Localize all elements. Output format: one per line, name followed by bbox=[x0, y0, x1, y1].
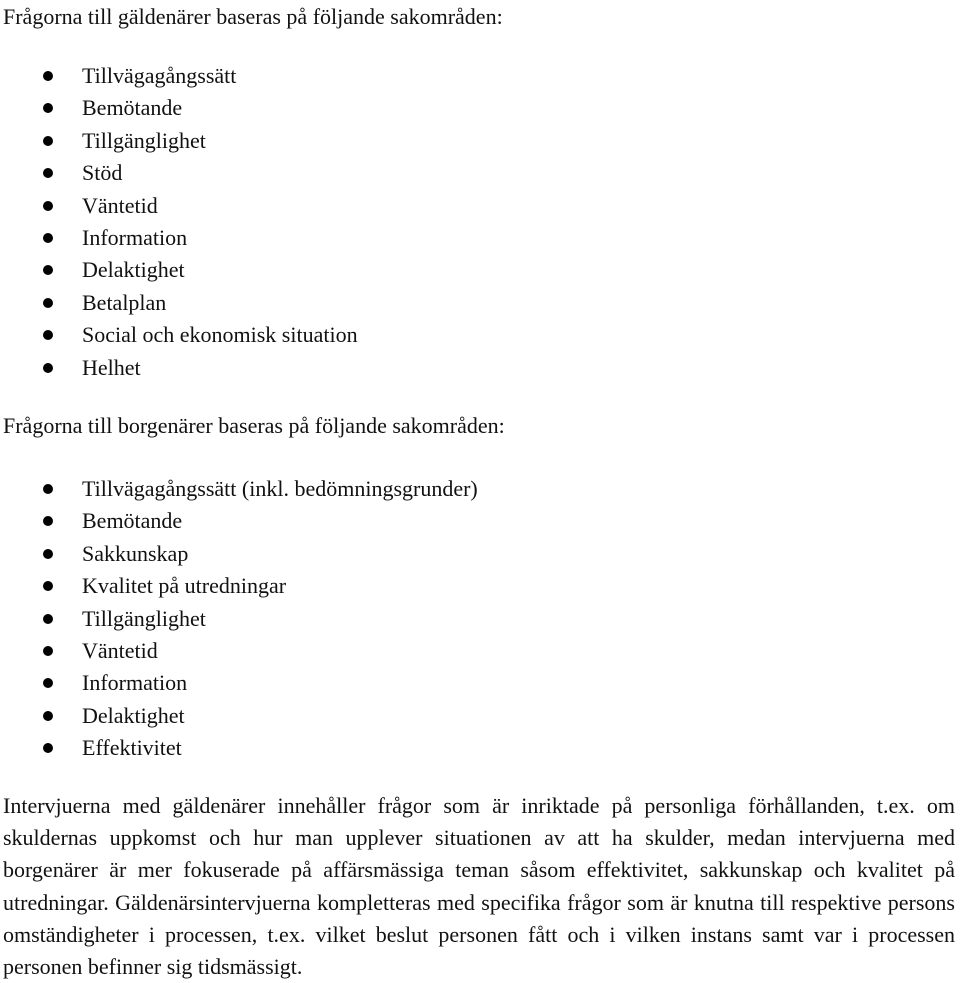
list-item-label: Bemötande bbox=[82, 95, 183, 121]
bullet-icon bbox=[43, 581, 53, 591]
list-item-label: Tillgänglighet bbox=[82, 605, 206, 631]
creditors-topic-list bbox=[0, 473, 478, 765]
bullet-icon bbox=[43, 330, 53, 340]
list-item-label: Tillvägagångssätt (inkl. bedömningsgrunder) bbox=[82, 476, 478, 501]
list-item-label: Bemötande bbox=[82, 508, 183, 534]
list-item-label: Betalplan bbox=[82, 289, 167, 315]
bullet-icon bbox=[43, 71, 53, 81]
list-item bbox=[0, 157, 358, 189]
interview-description-paragraph: Intervjuerna med gäldenärer innehåller frågor som är inriktade på personliga förhållanden, t.ex. om skuldernas uppkomst och hur man upplever situationen av att ha skulder, medan intervjuerna med borgenärer är mer fokuserade på affärsmässiga teman såsom effektivitet, sakkunskap och kvalitet på utredningar. Gäldenärsintervjuerna kompletteras med specifika frågor som är knutna till respektive persons omständigheter i processen, t.ex. vilket beslut personen fått och i vilken instans samt var i processen personen befinner sig tidsmässigt. bbox=[3, 793, 955, 980]
list-item-label: Kvalitet på utredningar bbox=[82, 573, 287, 599]
list-item-label: Väntetid bbox=[82, 637, 158, 663]
list-item bbox=[0, 254, 358, 286]
list-item bbox=[0, 505, 478, 537]
list-item bbox=[0, 603, 478, 635]
bullet-icon bbox=[43, 233, 53, 243]
bullet-icon bbox=[43, 711, 53, 721]
list-item-label: Tillgänglighet bbox=[82, 127, 206, 153]
list-item bbox=[0, 60, 358, 92]
list-item-label: Delaktighet bbox=[82, 257, 185, 283]
list-item-label: Effektivitet bbox=[82, 735, 182, 761]
list-item-label: Delaktighet bbox=[82, 702, 185, 728]
bullet-icon bbox=[43, 103, 53, 113]
list-item bbox=[0, 732, 478, 764]
list-item-label: Information bbox=[82, 670, 188, 696]
list-item-label: Information bbox=[82, 224, 188, 250]
list-item bbox=[0, 190, 358, 222]
list-item-label: Tillvägagångssätt bbox=[82, 63, 237, 88]
bullet-icon bbox=[43, 678, 53, 688]
list-item-label: Väntetid bbox=[82, 192, 158, 218]
list-item bbox=[0, 635, 478, 667]
list-item-label: Sakkunskap bbox=[82, 540, 189, 566]
bullet-icon bbox=[43, 168, 53, 178]
bullet-icon bbox=[43, 614, 53, 624]
bullet-icon bbox=[43, 549, 53, 559]
list-item bbox=[0, 287, 358, 319]
creditors-heading: Frågorna till borgenärer baseras på följande sakområden: bbox=[3, 413, 505, 438]
bullet-icon bbox=[43, 484, 53, 494]
list-item bbox=[0, 125, 358, 157]
list-item bbox=[0, 667, 478, 699]
bullet-icon bbox=[43, 298, 53, 308]
bullet-icon bbox=[43, 516, 53, 526]
list-item-label: Stöd bbox=[82, 160, 123, 186]
debtors-topic-list bbox=[0, 60, 358, 384]
list-item bbox=[0, 352, 358, 384]
bullet-icon bbox=[43, 743, 53, 753]
list-item bbox=[0, 92, 358, 124]
list-item-label: Helhet bbox=[82, 354, 141, 380]
bullet-icon bbox=[43, 646, 53, 656]
bullet-icon bbox=[43, 201, 53, 211]
bullet-icon bbox=[43, 363, 53, 373]
debtors-heading: Frågorna till gäldenärer baseras på följande sakområden: bbox=[3, 4, 503, 29]
list-item-label: Social och ekonomisk situation bbox=[82, 322, 358, 348]
list-item bbox=[0, 473, 478, 505]
list-item bbox=[0, 570, 478, 602]
list-item bbox=[0, 538, 478, 570]
bullet-icon bbox=[43, 265, 53, 275]
list-item bbox=[0, 222, 358, 254]
list-item bbox=[0, 700, 478, 732]
list-item bbox=[0, 319, 358, 351]
bullet-icon bbox=[43, 136, 53, 146]
